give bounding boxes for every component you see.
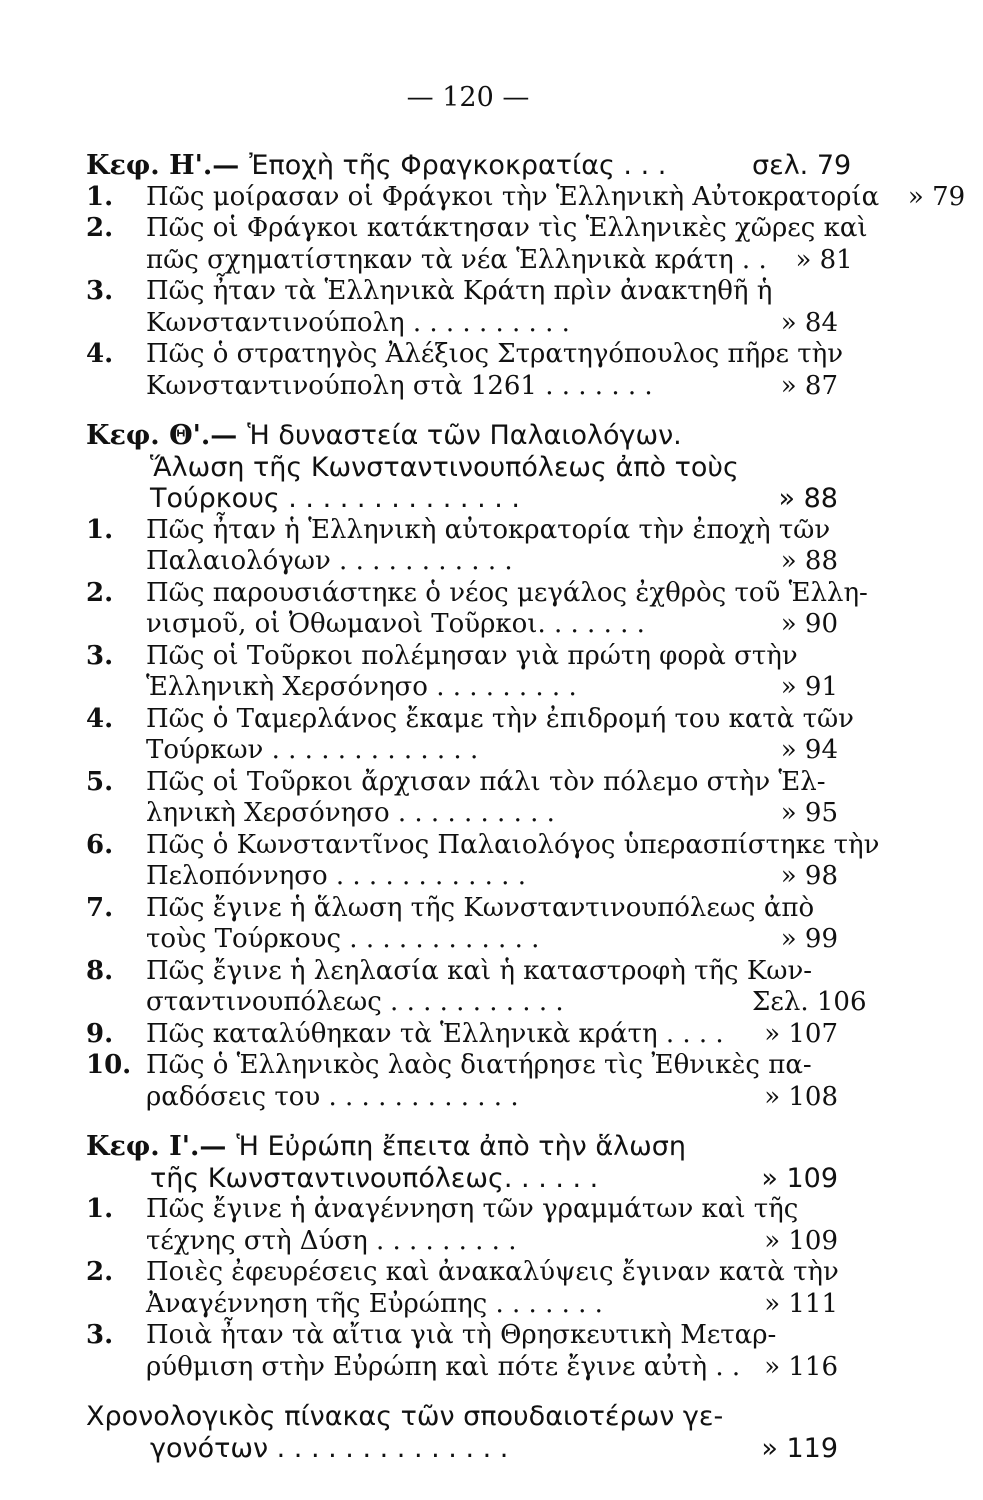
chapter-gap (86, 402, 856, 420)
entry-text: Πῶς οἱ Τοῦρκοι ἄρχισαν πάλι τὸν πόλεμο στὴν Ἑλ- (146, 766, 826, 797)
chapter-heading-line (86, 1163, 856, 1195)
entry-text: ραδόσεις του . . . . . . . . . . . . (146, 1081, 519, 1112)
toc-entry-line (86, 371, 856, 403)
entry-text: Πελοπόννησο . . . . . . . . . . . . (146, 861, 526, 891)
entry-number: 3. (86, 1320, 114, 1350)
toc-entry-line (86, 577, 868, 610)
entry-page: » 98 (780, 861, 838, 891)
toc-entry-line (86, 1289, 856, 1321)
entry-page: » 108 (764, 1081, 838, 1112)
chapter-title: Τούρκους . . . . . . . . . . . . . . (150, 483, 520, 514)
entry-number: 2. (86, 213, 114, 243)
chapter-heading-line (86, 420, 856, 452)
chapter-heading-line (86, 452, 856, 484)
table-of-contents (86, 150, 966, 1464)
entry-page: » 81 (795, 244, 853, 275)
entry-text: ρύθμιση στὴν Εὐρώπη καὶ πότε ἔγινε αὐτὴ . . (146, 1351, 741, 1382)
toc-entry-line (86, 1050, 856, 1082)
entry-text: Πῶς ἔγινε ἡ ἅλωση τῆς Κωνσταντινουπόλεως ἀπὸ (146, 892, 815, 923)
chapter-gap (86, 1113, 856, 1131)
page-number: — 120 — (406, 82, 530, 113)
entry-number: 7. (86, 892, 114, 923)
entry-page: » 111 (764, 1288, 838, 1319)
entry-number: 5. (86, 766, 114, 797)
chapter-label: Κεφ. Θ'.— (86, 420, 238, 451)
entry-text: Ποιὲς ἐφευρέσεις καὶ ἀνακαλύψεις ἔγιναν κατὰ τὴν (146, 1257, 839, 1287)
entry-text: Πῶς ἦταν ἡ Ἑλληνικὴ αὐτοκρατορία τὴν ἐποχὴ τῶν (146, 514, 831, 545)
toc-entry-line (86, 924, 856, 956)
entry-text: τοὺς Τούρκους . . . . . . . . . . . . (146, 924, 540, 954)
chapter-title: Ἡ δυναστεία τῶν Παλαιολόγων. (247, 420, 682, 451)
chapter-page: σελ. 79 (752, 150, 852, 181)
entry-text: Ἑλληνικὴ Χερσόνησο . . . . . . . . . (146, 672, 577, 702)
entry-number: 2. (86, 577, 114, 608)
toc-entry-line (86, 245, 856, 277)
toc-entry-line (86, 308, 856, 340)
toc-entry-line (86, 515, 856, 547)
entry-page: » 88 (780, 546, 838, 576)
toc-entry-line (86, 1320, 856, 1352)
chapter-label: Κεφ. Ι'.— (86, 1131, 227, 1162)
entry-page: » 94 (780, 735, 838, 765)
entry-text: Πῶς μοίρασαν οἱ Φράγκοι τὴν Ἑλληνικὴ Αὐτοκρατορία (146, 181, 880, 212)
chronology-line (86, 1401, 856, 1433)
entry-number: 6. (86, 829, 114, 860)
chapter-title: Ἡ Εὐρώπη ἔπειτα ἀπὸ τὴν ἅλωση (236, 1131, 686, 1162)
toc-entry-line (86, 1194, 856, 1226)
chronology-page: » 119 (761, 1432, 838, 1464)
entry-number: 1. (86, 1194, 114, 1224)
entry-text: Κωνσταντινούπολη στὰ 1261 . . . . . . . (146, 370, 653, 401)
entry-number: 8. (86, 955, 114, 986)
entry-text: Πῶς οἱ Τοῦρκοι πολέμησαν γιὰ πρώτη φορὰ στὴν (146, 640, 798, 671)
chapter-label: Κεφ. Η'.— (86, 150, 240, 181)
entry-page: » 90 (780, 609, 838, 639)
entry-page: » 109 (764, 1225, 838, 1256)
toc-entry-line (86, 609, 856, 641)
entry-text: νισμοῦ, οἱ Ὀθωμανοὶ Τοῦρκοι. . . . . . . (146, 609, 645, 639)
chapter-heading-line (86, 1131, 856, 1163)
toc-entry-line (86, 1226, 856, 1258)
entry-text: Ποιὰ ἦταν τὰ αἴτια γιὰ τὴ Θρησκευτικὴ Μεταρ- (146, 1320, 777, 1350)
entry-page: Σελ. 106 (752, 987, 867, 1017)
entry-text: Ἀναγέννηση τῆς Εὐρώπης . . . . . . . (146, 1288, 603, 1319)
entry-text: Πῶς ὁ Ἑλληνικὸς λαὸς διατήρησε τὶς Ἐθνικὲς πα- (146, 1050, 812, 1080)
toc-entry-line (86, 546, 856, 578)
entry-text: Τούρκων . . . . . . . . . . . . . (146, 735, 479, 765)
chronology-title: γονότων . . . . . . . . . . . . . . (150, 1432, 509, 1464)
entry-number: 9. (86, 1018, 114, 1049)
toc-entry-line (86, 861, 856, 893)
toc-entry-line (86, 213, 868, 245)
entry-text: Πῶς ἔγινε ἡ λεηλασία καὶ ἡ καταστροφὴ τῆς Κων- (146, 955, 813, 986)
entry-text: πῶς σχηματίστηκαν τὰ νέα Ἑλληνικὰ κράτη . . (146, 244, 767, 275)
entry-number: 10. (86, 1050, 132, 1080)
toc-entry-line (86, 181, 966, 214)
toc-entry-line (86, 704, 856, 736)
entry-page: » 79 (907, 181, 966, 212)
toc-entry-line (86, 276, 856, 308)
chapter-title: Ἐποχὴ τῆς Φραγκοκρατίας . . . (249, 150, 667, 181)
entry-text: Πῶς παρουσιάστηκε ὁ νέος μεγάλος ἐχθρὸς τοῦ Ἑλλη- (146, 577, 868, 608)
toc-entry-line (86, 641, 856, 673)
toc-entry-line (86, 1352, 856, 1384)
entry-number: 4. (86, 703, 114, 734)
toc-entry-line (86, 893, 856, 925)
chapter-title: Ἅλωση τῆς Κωνσταντινουπόλεως ἀπὸ τοὺς (150, 451, 739, 483)
toc-entry-line (86, 829, 880, 862)
entry-page: » 87 (780, 370, 838, 401)
chapter-gap (86, 1383, 856, 1401)
entry-number: 4. (86, 339, 114, 369)
entry-page: » 84 (780, 307, 838, 338)
entry-text: σταντινουπόλεως . . . . . . . . . . . (146, 987, 564, 1017)
entry-page: » 99 (780, 924, 838, 954)
entry-text: Πῶς καταλύθηκαν τὰ Ἑλληνικὰ κράτη . . . . (146, 1018, 724, 1049)
entry-number: 3. (86, 640, 114, 671)
entry-number: 3. (86, 276, 114, 306)
toc-entry-line (86, 987, 867, 1019)
toc-entry-line (86, 1082, 856, 1114)
entry-page: » 107 (764, 1018, 838, 1049)
entry-page: » 91 (780, 672, 838, 702)
toc-entry-line (86, 1257, 856, 1289)
toc-entry-line (86, 767, 856, 799)
toc-entry-line (86, 956, 856, 988)
toc-entry-line (86, 672, 856, 704)
entry-text: Πῶς ὁ Κωνσταντῖνος Παλαιολόγος ὑπερασπίστηκε τὴν (146, 829, 880, 860)
chronology-line (86, 1433, 856, 1465)
entry-text: ληνικὴ Χερσόνησο . . . . . . . . . . (146, 798, 555, 828)
entry-text: τέχνης στὴ Δύση . . . . . . . . . (146, 1225, 517, 1256)
entry-text: Πῶς ἔγινε ἡ ἀναγέννηση τῶν γραμμάτων καὶ τῆς (146, 1194, 799, 1224)
entry-number: 1. (86, 181, 114, 212)
entry-text: Παλαιολόγων . . . . . . . . . . . (146, 546, 513, 576)
entry-page: » 95 (780, 798, 838, 828)
toc-entry-line (86, 735, 856, 767)
entry-text: Πῶς οἱ Φράγκοι κατάκτησαν τὶς Ἑλληνικὲς χῶρες καὶ (146, 213, 868, 243)
chapter-title: τῆς Κωνσταντινουπόλεως. . . . . . (150, 1162, 599, 1194)
entry-page: » 116 (764, 1351, 838, 1382)
toc-entry-line (86, 1019, 856, 1051)
entry-text: Κωνσταντινούπολη . . . . . . . . . . (146, 307, 570, 338)
chronology-title: Χρονολογικὸς πίνακας τῶν σπουδαιοτέρων γε- (86, 1401, 724, 1432)
chapter-page: » 109 (761, 1162, 838, 1194)
entry-number: 1. (86, 514, 114, 545)
toc-entry-line (86, 798, 856, 830)
entry-text: Πῶς ὁ στρατηγὸς Ἀλέξιος Στρατηγόπουλος πῆρε τὴν (146, 339, 844, 369)
chapter-page: » 88 (778, 483, 838, 514)
entry-text: Πῶς ὁ Ταμερλάνος ἔκαμε τὴν ἐπιδρομή του κατὰ τῶν (146, 703, 854, 734)
entry-number: 2. (86, 1257, 114, 1287)
toc-entry-line (86, 339, 856, 371)
entry-text: Πῶς ἦταν τὰ Ἑλληνικὰ Κράτη πρὶν ἀνακτηθῆ ἡ (146, 276, 773, 306)
chapter-heading-line (86, 483, 856, 515)
chapter-heading-line (86, 150, 856, 182)
